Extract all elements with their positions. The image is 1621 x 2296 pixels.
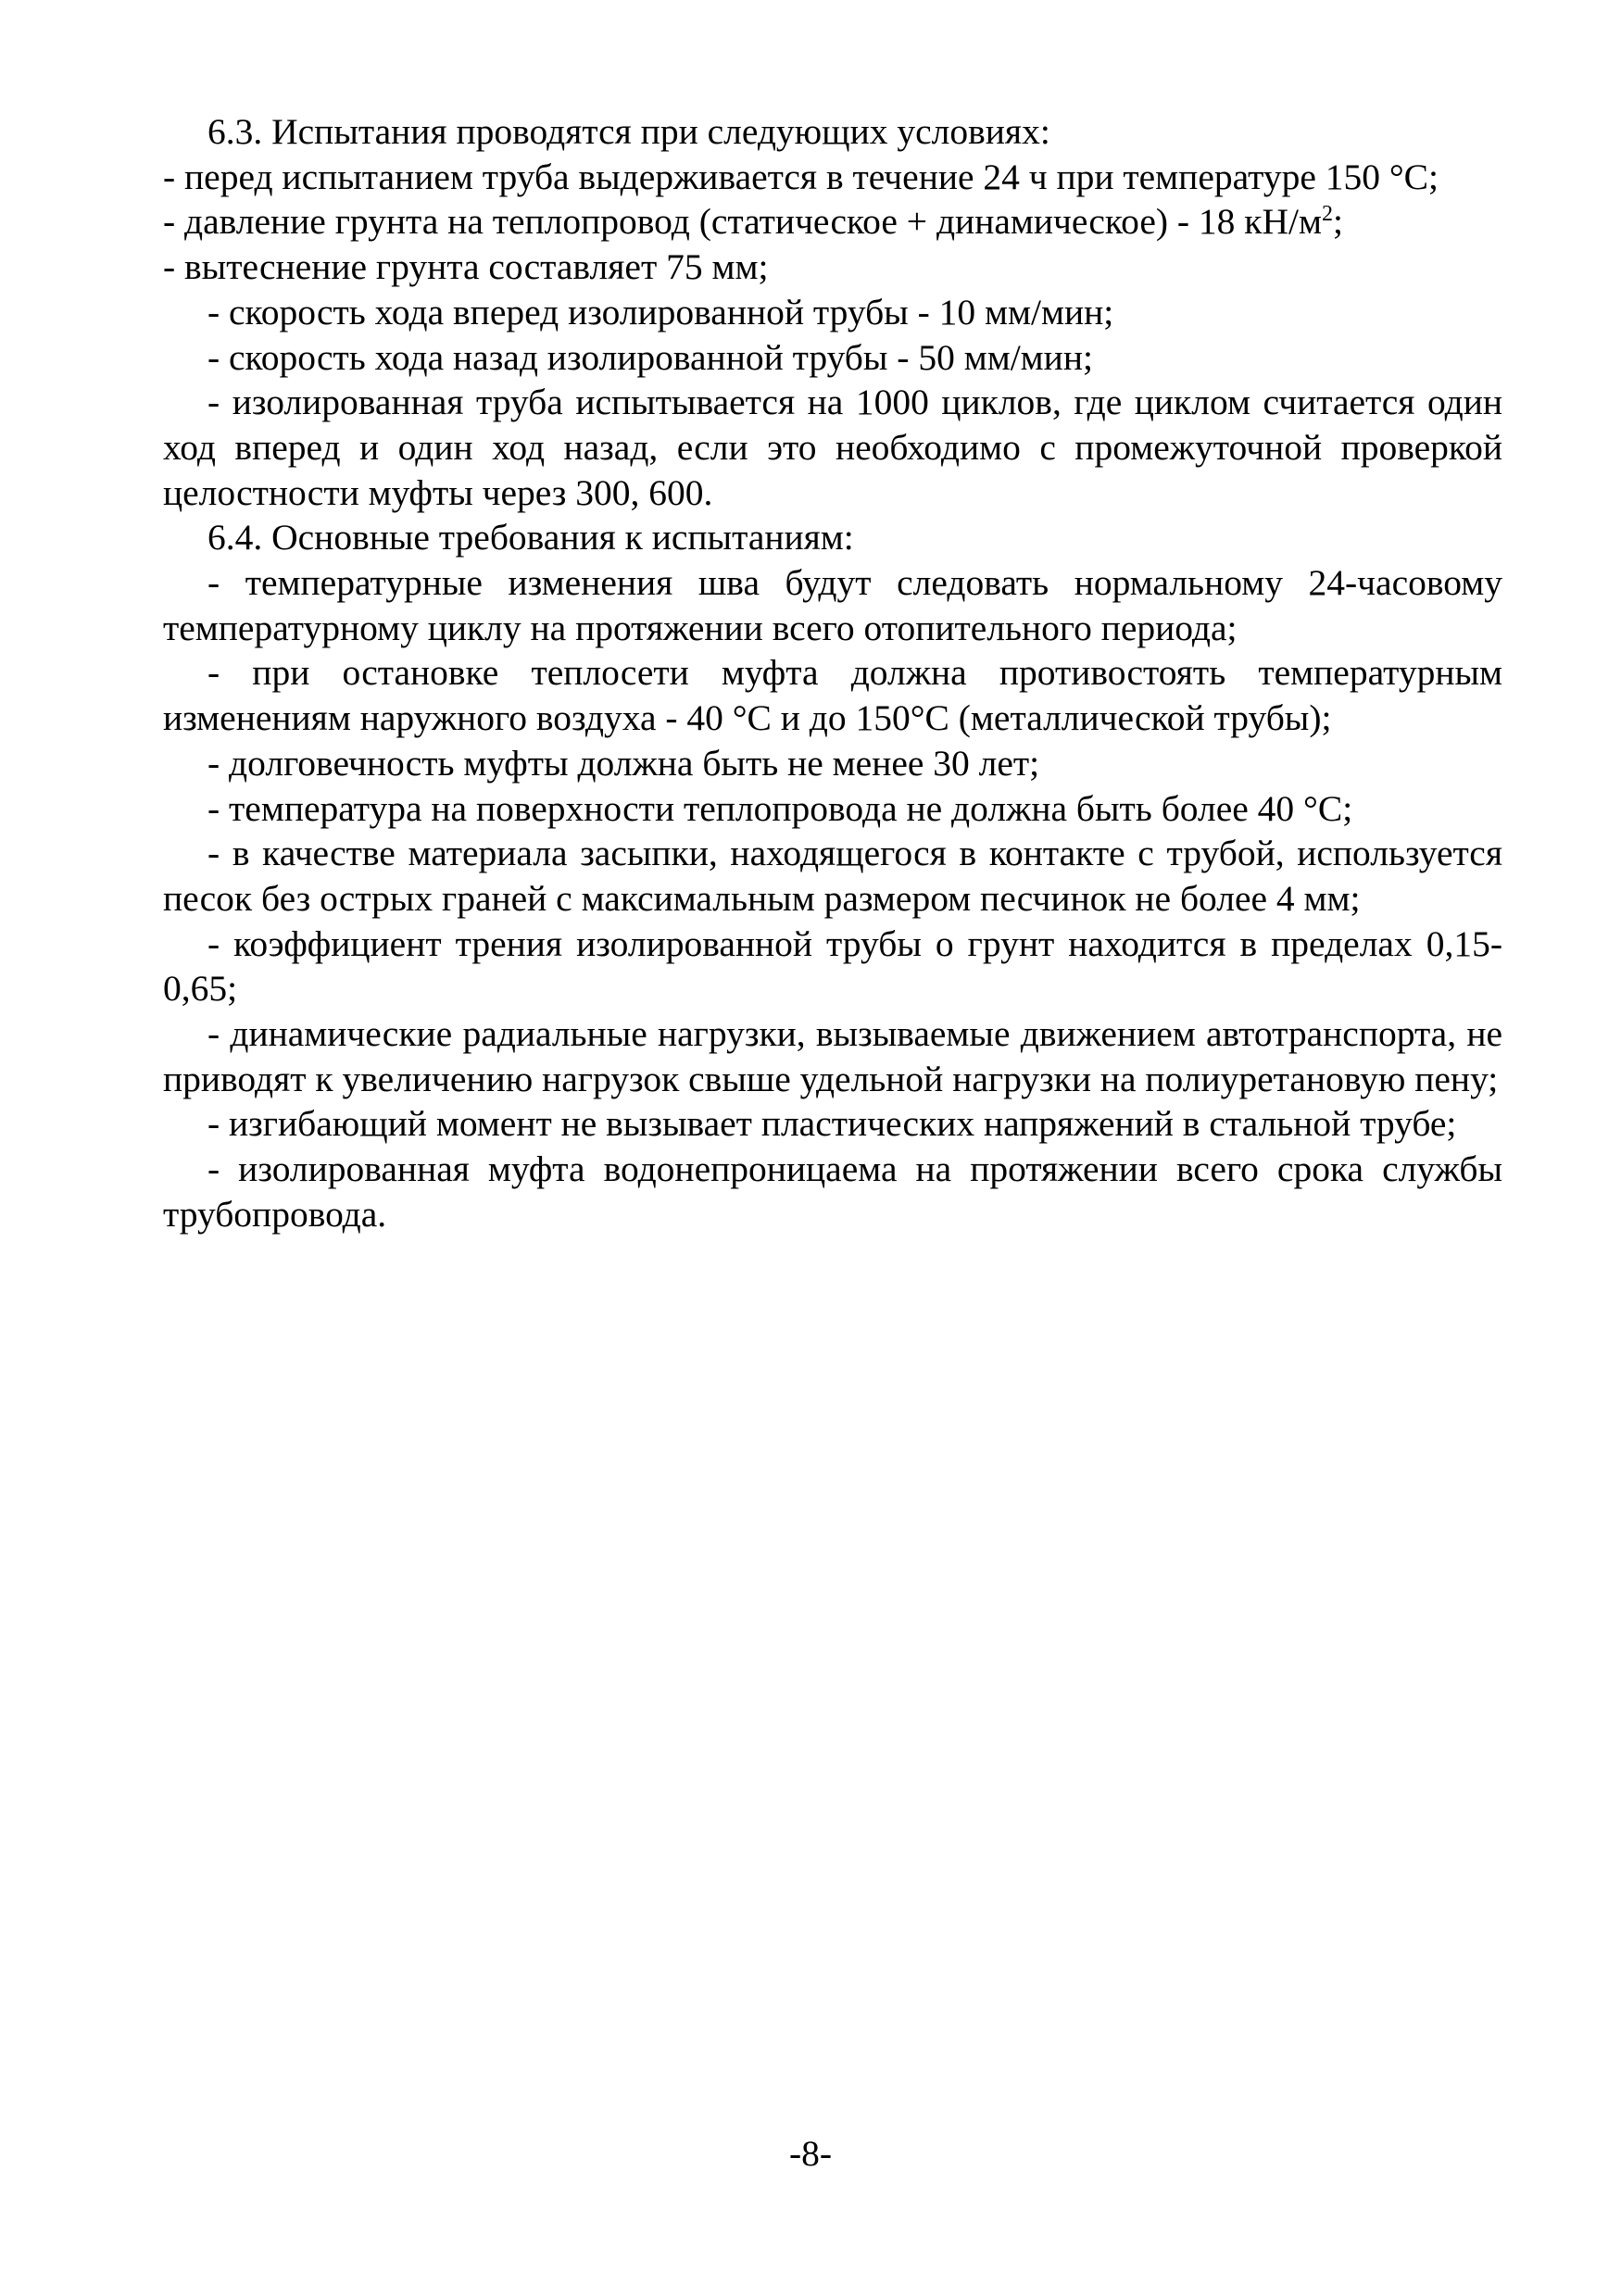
- paragraph-surface-temperature: - температура на поверхности теплопровода не должна быть более 40 °С;: [207, 787, 1353, 829]
- paragraph-backward-speed: - скорость хода назад изолированной трубы - 50 мм/мин;: [207, 336, 1093, 378]
- soil-pressure-text: - давление грунта на теплопровод (статическое + динамическое) - 18 кН/м: [163, 201, 1322, 243]
- document-body: [163, 109, 1502, 1237]
- paragraph-seam-temperature: - температурные изменения шва будут следовать нормальному 24-часовому температурному циклу на протяжении всего отопительного периода;: [163, 562, 1502, 648]
- paragraph-soil-displacement: - вытеснение грунта составляет 75 мм;: [163, 246, 769, 288]
- paragraph-durability: - долговечность муфты должна быть не менее 30 лет;: [207, 742, 1040, 784]
- paragraph-cycles: - изолированная труба испытывается на 1000 циклов, где циклом считается один ход вперед и один ход назад, если это необходимо с промежуточной проверкой целостности муфты через 300, 600.: [163, 382, 1502, 513]
- paragraph-dynamic-loads: - динамические радиальные нагрузки, вызываемые движением автотранспорта, не приводят к увеличению нагрузок свыше удельной нагрузки на полиуретановую пену;: [163, 1013, 1502, 1099]
- paragraph-forward-speed: - скорость хода вперед изолированной трубы - 10 мм/мин;: [207, 291, 1114, 332]
- paragraph-6-3-heading: 6.3. Испытания проводятся при следующих условиях:: [207, 111, 1050, 152]
- paragraph-waterproof: - изолированная муфта водонепроницаема на протяжении всего срока службы трубопровода.: [163, 1148, 1502, 1235]
- paragraph-backfill-material: - в качестве материала засыпки, находящегося в контакте с трубой, используется песок без острых граней с максимальным размером песчинок не более 4 мм;: [163, 833, 1502, 919]
- soil-pressure-exponent: 2: [1321, 202, 1333, 227]
- paragraph-network-shutdown: - при остановке теплосети муфта должна противостоять температурным изменениям наружного воздуха - 40 °С и до 150°С (металлической трубы);: [163, 652, 1502, 739]
- paragraph-bending-moment: - изгибающий момент не вызывает пластических напряжений в стальной трубе;: [207, 1103, 1457, 1145]
- soil-pressure-tail: ;: [1332, 201, 1343, 243]
- paragraph-soil-pressure: [163, 199, 1502, 245]
- page-number: -8-: [788, 2133, 833, 2174]
- paragraph-friction-coefficient: - коэффициент трения изолированной трубы о грунт находится в пределах 0,15- 0,65;: [163, 922, 1502, 1010]
- paragraph-6-4-heading: 6.4. Основные требования к испытаниям:: [207, 517, 854, 558]
- paragraph-pre-test-temperature: - перед испытанием труба выдерживается в течение 24 ч при температуре 150 °С;: [163, 156, 1439, 197]
